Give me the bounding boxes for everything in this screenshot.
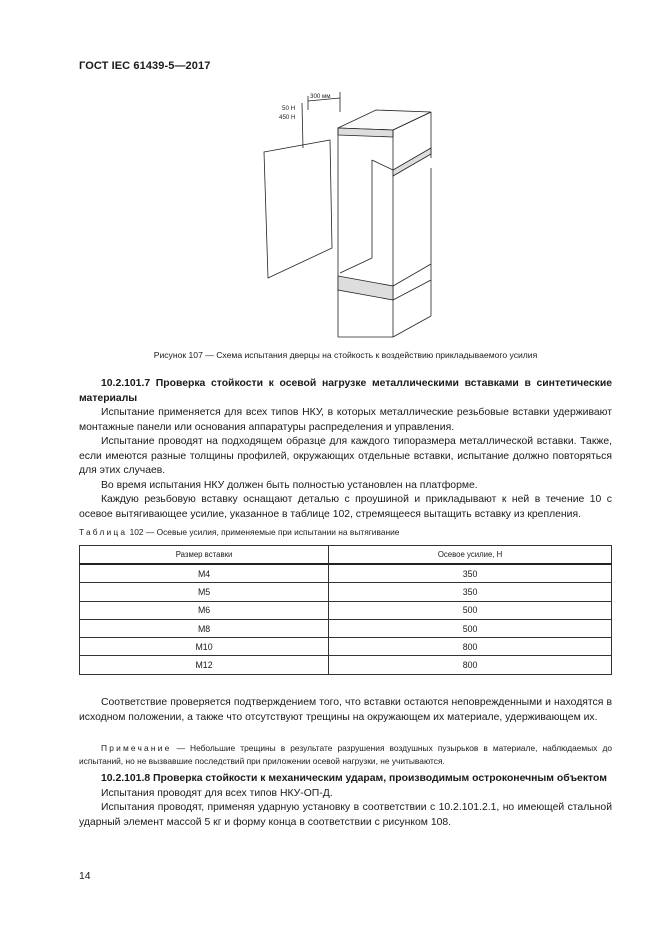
note-block [79,742,612,767]
cabinet-cap-front [338,128,393,137]
note-paragraph [79,742,612,767]
standard-header: ГОСТ IEC 61439-5—2017 [79,60,211,72]
table-cell: М6 [80,601,329,619]
force-label-2: 450 Н [279,114,296,121]
door-test-figure [250,88,450,350]
table-cell: 800 [329,656,612,674]
column-header: Размер вставки [80,546,329,565]
section-2-block [79,772,612,830]
table-cell: М8 [80,619,329,637]
force-label-1: 50 Н [282,105,296,112]
paragraph: Испытания проводят, применяя ударную установку в соответствии с 10.2.101.2.1, но имеющей стальной ударный элемент массой 5 кг и форму конца в соответствии с рисунком 108. [79,802,612,828]
section-1-block [79,377,612,522]
table-row [80,619,612,637]
table-caption-text: 102 — Осевые усилия, применяемые при испытании на вытягивание [129,527,400,537]
table-cell: 500 [329,601,612,619]
table-cell: 350 [329,583,612,601]
table-row [80,564,612,583]
note-text: — Небольшие трещины в результате разрушения воздушных пузырьков в материале, наблюдаемых до испытаний, но не вызвавшие последствий при приложении осевой нагрузки, не учитываются. [79,743,612,766]
column-header: Осевое усилие, Н [329,546,612,565]
cabinet-side-stripe [393,148,431,176]
paragraph: Каждую резьбовую вставку оснащают деталью с проушиной и прикладывают к ней в течение 10 с осевое вытягивающее усилие, указанное в таблице 102, стремящееся вытащить вставку из крепления. [79,494,612,520]
table-row [80,583,612,601]
table-cell: М12 [80,656,329,674]
table-cell: М4 [80,564,329,583]
paragraph: Испытания проводят для всех типов НКУ-ОП-Д. [101,787,333,799]
section-1-heading: 10.2.101.7 Проверка стойкости к осевой нагрузке металлическими вставками в синтетические материалы [79,378,612,404]
paragraph: Испытание применяется для всех типов НКУ, в которых металлические резьбовые вставки удерживают монтажные панели или основания аппаратуры распределения и управления. [79,407,612,433]
section-2-heading: 10.2.101.8 Проверка стойкости к механическим ударам, производимым остроконечным объектом [101,773,607,784]
compliance-block [79,696,612,725]
table-cell: М5 [80,583,329,601]
table-row [80,638,612,656]
axial-force-table [79,545,612,675]
table-row [80,601,612,619]
table-caption-label: Таблица [79,527,128,537]
paragraph: Во время испытания НКУ должен быть полностью установлен на платформе. [101,479,478,491]
page-number: 14 [79,871,91,882]
table-cell: 800 [329,638,612,656]
cabinet-top-face [338,110,431,130]
table-cell: М10 [80,638,329,656]
distance-label: 300 мм [310,93,331,100]
note-label: Примечание [101,743,172,753]
table-cell: 500 [329,619,612,637]
table-cell: 350 [329,564,612,583]
compliance-paragraph: Соответствие проверяется подтверждением того, что вставки остаются неповрежденными и находятся в исходном положении, а также что отсутствуют трещины на окружающем их материале, удерживающем их. [79,697,612,723]
door-panel [264,140,332,278]
table-caption [79,527,399,537]
paragraph: Испытание проводят на подходящем образце для каждого типоразмера металлической вставки. Также, если имеются разные толщины профилей, окружающих отдельные вставки, испытание должно повторяться для этих случаев. [79,436,612,476]
force-arrow-line [302,103,303,148]
cabinet-lower-band [338,276,393,300]
table-header-row [80,546,612,565]
table-row [80,656,612,674]
figure-caption: Рисунок 107 — Схема испытания дверцы на стойкость к воздействию прикладываемого усилия [153,350,538,360]
